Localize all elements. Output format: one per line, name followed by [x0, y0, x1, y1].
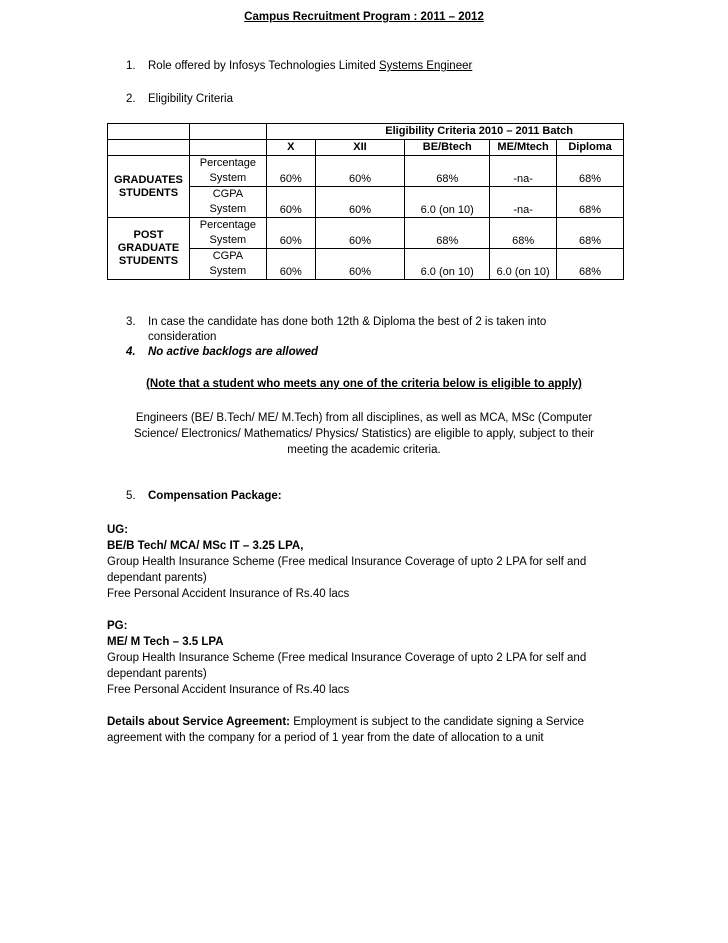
role-text: Role offered by Infosys Technologies Limited — [148, 60, 379, 72]
item-compensation — [126, 490, 282, 502]
table-cell: 60% — [266, 187, 315, 218]
system-cell: Percentage System — [189, 156, 266, 187]
system-cell: CGPA System — [189, 249, 266, 280]
col-header: XII — [315, 140, 405, 156]
eligibility-heading: Eligibility Criteria — [148, 93, 233, 105]
eligible-paragraph: Engineers (BE/ B.Tech/ ME/ M.Tech) from all disciplines, as well as MCA, MSc (Computer Science/ Electronics/ Mathematics/ Physics/ Statistics) are eligible to apply, subject to their meeting the academic criteria. — [134, 412, 594, 456]
item-eligibility — [126, 93, 233, 105]
table-cell: 68% — [557, 187, 624, 218]
document-title: Campus Recruitment Program : 2011 – 2012 — [244, 11, 484, 23]
table-cell: 60% — [266, 249, 315, 280]
system-cell: Percentage System — [189, 218, 266, 249]
backlogs-text: No active backlogs are allowed — [148, 346, 319, 358]
table-cell: 68% — [490, 218, 557, 249]
table-row — [108, 218, 624, 249]
system-cell: CGPA System — [189, 187, 266, 218]
item-number: 4. — [126, 346, 136, 358]
table-cell: 68% — [557, 218, 624, 249]
ug-package: BE/B Tech/ MCA/ MSc IT – 3.25 LPA, — [107, 540, 304, 552]
item-best-of-two — [126, 315, 546, 345]
service-label: Details about Service Agreement: — [107, 716, 290, 728]
ug-heading: UG: — [107, 524, 129, 536]
table-cell: 60% — [266, 218, 315, 249]
item-role — [126, 60, 472, 72]
table-cell: 6.0 (on 10) — [405, 249, 490, 280]
pg-section: PG: ME/ M Tech – 3.5 LPA Group Health Insurance Scheme (Free medical Insurance Coverage of upto 2 LPA for self and dependant parents) Free Personal Accident Insurance of Rs.40 lacs — [107, 618, 627, 698]
criteria-header: Eligibility Criteria 2010 – 2011 Batch — [266, 124, 623, 140]
table-cell: 68% — [557, 156, 624, 187]
col-header: ME/Mtech — [490, 140, 557, 156]
table-cell: 60% — [266, 156, 315, 187]
table-header-row — [108, 124, 624, 140]
best-of-two-text-cont: consideration — [148, 331, 217, 343]
table-cell: 60% — [315, 218, 405, 249]
table-cell: 60% — [315, 249, 405, 280]
item-number: 5. — [126, 490, 136, 502]
table-cell: -na- — [490, 156, 557, 187]
eligibility-table — [107, 123, 624, 280]
group-label-graduates: GRADUATES STUDENTS — [108, 156, 190, 218]
col-header: X — [266, 140, 315, 156]
item-number: 1. — [126, 60, 136, 72]
col-header: Diploma — [557, 140, 624, 156]
table-cell: 68% — [405, 218, 490, 249]
table-cell: 60% — [315, 187, 405, 218]
table-cell: 6.0 (on 10) — [490, 249, 557, 280]
best-of-two-text: In case the candidate has done both 12th & Diploma the best of 2 is taken into — [148, 316, 547, 328]
role-value: Systems Engineer — [379, 60, 473, 72]
group-label-postgraduates: POST GRADUATE STUDENTS — [108, 218, 190, 280]
ug-section: UG: BE/B Tech/ MCA/ MSc IT – 3.25 LPA, Group Health Insurance Scheme (Free medical Insurance Coverage of upto 2 LPA for self and dependant parents) Free Personal Accident Insurance of Rs.40 lacs — [107, 522, 627, 602]
item-backlogs — [126, 346, 318, 358]
item-number: 3. — [126, 316, 136, 328]
item-number: 2. — [126, 93, 136, 105]
table-cell: 68% — [557, 249, 624, 280]
eligibility-note: (Note that a student who meets any one of the criteria below is eligible to apply) — [146, 378, 582, 390]
col-header: BE/Btech — [405, 140, 490, 156]
table-cell: 68% — [405, 156, 490, 187]
table-cell: -na- — [490, 187, 557, 218]
service-agreement: Details about Service Agreement: Employment is subject to the candidate signing a Service agreement with the company for a period of 1 year from the date of allocation to a unit — [107, 716, 585, 744]
table-cell: 60% — [315, 156, 405, 187]
compensation-heading: Compensation Package: — [148, 490, 282, 502]
table-column-row — [108, 140, 624, 156]
table-cell: 6.0 (on 10) — [405, 187, 490, 218]
pg-package: ME/ M Tech – 3.5 LPA — [107, 636, 224, 648]
table-row — [108, 156, 624, 187]
pg-heading: PG: — [107, 620, 128, 632]
